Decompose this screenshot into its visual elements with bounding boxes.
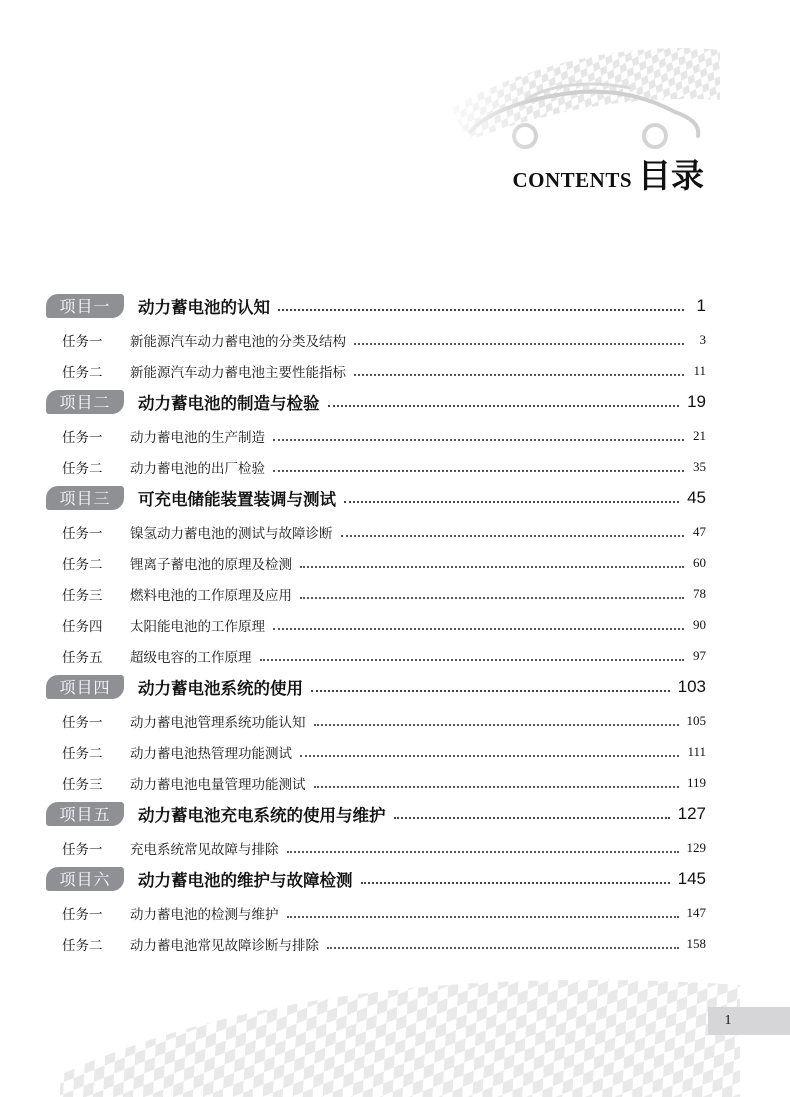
contents-title	[512, 150, 704, 197]
toc-project-row[interactable]	[46, 290, 706, 321]
task-title: 动力蓄电池的检测与维护	[130, 906, 279, 923]
project-title: 动力蓄电池系统的使用	[138, 678, 303, 698]
project-title: 动力蓄电池的认知	[138, 297, 270, 317]
toc-task-row[interactable]	[46, 420, 706, 451]
dot-leader	[260, 659, 685, 661]
task-title: 镍氢动力蓄电池的测试与故障诊断	[130, 525, 333, 542]
project-title: 动力蓄电池的制造与检验	[138, 393, 320, 413]
toc-project-row[interactable]	[46, 798, 706, 829]
task-page-number: 119	[686, 774, 706, 790]
toc-task-row[interactable]	[46, 736, 706, 767]
dot-leader	[314, 786, 679, 788]
toc-task-row[interactable]	[46, 928, 706, 959]
task-page-number: 129	[686, 839, 706, 855]
dot-leader	[300, 755, 679, 757]
project-badge: 项目二	[46, 390, 124, 414]
task-title: 充电系统常见故障与排除	[130, 841, 279, 858]
toc-task-row[interactable]	[46, 516, 706, 547]
project-page-number: 103	[677, 676, 706, 696]
dot-leader	[273, 628, 684, 630]
dot-leader	[287, 851, 679, 853]
page-number: 1	[724, 1013, 732, 1028]
toc-task-row[interactable]	[46, 609, 706, 640]
project-title: 动力蓄电池充电系统的使用与维护	[138, 805, 386, 825]
dot-leader	[300, 597, 684, 599]
project-badge: 项目三	[46, 486, 124, 510]
task-page-number: 97	[693, 647, 706, 663]
task-label: 任务三	[62, 587, 103, 604]
project-page-number: 145	[677, 868, 706, 888]
toc-task-row[interactable]	[46, 324, 706, 355]
project-badge: 项目四	[46, 675, 124, 699]
task-title: 超级电容的工作原理	[130, 649, 252, 666]
dot-leader	[287, 916, 679, 918]
task-title: 动力蓄电池的生产制造	[130, 429, 265, 446]
title-english: CONTENTS	[512, 168, 632, 192]
project-page-number: 127	[677, 803, 706, 823]
task-page-number: 105	[686, 712, 706, 728]
project-title: 可充电储能装置装调与测试	[138, 489, 336, 509]
toc-project-row[interactable]	[46, 863, 706, 894]
dot-leader	[300, 566, 684, 568]
task-page-number: 21	[693, 427, 706, 443]
dot-leader	[328, 405, 680, 407]
project-page-number: 19	[687, 391, 706, 411]
task-page-number: 11	[693, 362, 706, 378]
task-page-number: 35	[693, 458, 706, 474]
task-title: 动力蓄电池热管理功能测试	[130, 745, 292, 762]
toc-task-row[interactable]	[46, 640, 706, 671]
project-page-number: 45	[687, 487, 706, 507]
task-title: 动力蓄电池常见故障诊断与排除	[130, 937, 319, 954]
task-label: 任务五	[62, 649, 103, 666]
task-label: 任务二	[62, 937, 103, 954]
toc-project-row[interactable]	[46, 671, 706, 702]
task-title: 燃料电池的工作原理及应用	[130, 587, 292, 604]
task-label: 任务一	[62, 841, 103, 858]
dot-leader	[354, 374, 684, 376]
project-badge: 项目一	[46, 294, 124, 318]
task-label: 任务二	[62, 460, 103, 477]
toc-task-row[interactable]	[46, 578, 706, 609]
task-page-number: 47	[693, 523, 706, 539]
toc-project-row[interactable]	[46, 482, 706, 513]
task-label: 任务一	[62, 429, 103, 446]
dot-leader	[273, 439, 684, 441]
task-label: 任务一	[62, 333, 103, 350]
task-page-number: 3	[699, 331, 706, 347]
task-title: 锂离子蓄电池的原理及检测	[130, 556, 292, 573]
dot-leader	[394, 817, 670, 819]
dot-leader	[314, 724, 679, 726]
toc-task-row[interactable]	[46, 451, 706, 482]
project-badge: 项目五	[46, 802, 124, 826]
task-title: 动力蓄电池的出厂检验	[130, 460, 265, 477]
toc-project-row[interactable]	[46, 386, 706, 417]
toc-task-row[interactable]	[46, 705, 706, 736]
toc-task-row[interactable]	[46, 832, 706, 863]
project-page-number: 1	[696, 295, 706, 315]
checkered-flag-decoration	[60, 965, 740, 1097]
task-label: 任务二	[62, 556, 103, 573]
task-label: 任务四	[62, 618, 103, 635]
dot-leader	[278, 309, 684, 311]
task-page-number: 90	[693, 616, 706, 632]
dot-leader	[341, 535, 685, 537]
dot-leader	[344, 501, 679, 503]
toc-task-row[interactable]	[46, 767, 706, 798]
task-title: 动力蓄电池电量管理功能测试	[130, 776, 306, 793]
dot-leader	[327, 947, 679, 949]
task-page-number: 111	[687, 743, 706, 759]
task-title: 新能源汽车动力蓄电池的分类及结构	[130, 333, 346, 350]
task-label: 任务一	[62, 906, 103, 923]
task-page-number: 60	[693, 554, 706, 570]
task-title: 动力蓄电池管理系统功能认知	[130, 714, 306, 731]
task-title: 新能源汽车动力蓄电池主要性能指标	[130, 364, 346, 381]
task-label: 任务二	[62, 364, 103, 381]
dot-leader	[273, 470, 684, 472]
toc-task-row[interactable]	[46, 897, 706, 928]
dot-leader	[361, 882, 670, 884]
task-label: 任务一	[62, 525, 103, 542]
project-badge: 项目六	[46, 867, 124, 891]
toc-task-row[interactable]	[46, 355, 706, 386]
task-label: 任务三	[62, 776, 103, 793]
project-title: 动力蓄电池的维护与故障检测	[138, 870, 353, 890]
table-of-contents	[46, 290, 706, 959]
task-page-number: 78	[693, 585, 706, 601]
title-chinese: 目录	[638, 156, 704, 195]
task-title: 太阳能电池的工作原理	[130, 618, 265, 635]
task-page-number: 158	[686, 935, 706, 951]
task-label: 任务二	[62, 745, 103, 762]
task-page-number: 147	[686, 904, 706, 920]
dot-leader	[311, 690, 670, 692]
task-label: 任务一	[62, 714, 103, 731]
car-checkered-flag-decoration	[430, 40, 730, 150]
dot-leader	[354, 343, 684, 345]
toc-task-row[interactable]	[46, 547, 706, 578]
